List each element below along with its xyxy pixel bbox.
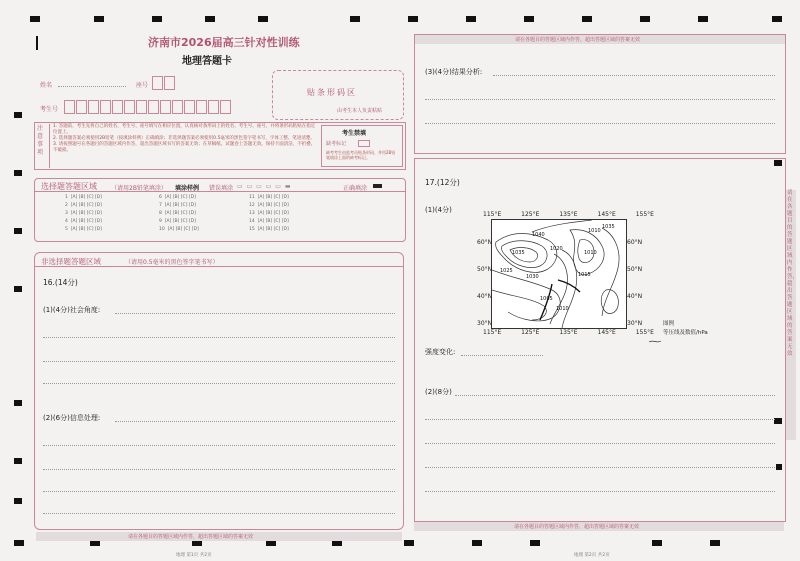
notice-items [49, 124, 317, 168]
choice-heading: 选择题答题区域 [41, 182, 97, 191]
answer-line[interactable] [43, 469, 395, 470]
choice-col-3 [249, 195, 289, 232]
choice-row[interactable]: 14 [A] [B] [C] [D] [249, 219, 289, 224]
notice-heading: 注意事项 [37, 125, 44, 156]
name-field[interactable] [58, 86, 126, 87]
isobar-label: 1040 [532, 232, 545, 238]
isobar-label: 1010 [556, 306, 569, 312]
nonchoice-heading: 非选择题答题区域 [41, 257, 101, 266]
warning-bar-right: 请在各题目的答题区域内作答，超出答题区域的答案无效 [414, 522, 784, 531]
choice-row[interactable]: 2 [A] [B] [C] [D] [65, 203, 102, 208]
map-left-lat: 60°N 50°N 40°N 30°N [477, 239, 493, 327]
answer-line[interactable] [43, 383, 395, 384]
warning-bar-top: 请在各题目的答题区域内作答，超出答题区域的答案无效 [415, 35, 785, 44]
exam-no-boxes[interactable] [64, 99, 232, 118]
proctor-mark-label: 缺考标记 [326, 141, 347, 147]
page-title: 济南市2026届高三针对性训练 [148, 36, 300, 49]
isobar-label: 1020 [550, 246, 563, 252]
proctor-note: 缺考考生由监考员贴条形码，并用2B铅笔填涂上面的缺考标记。 [326, 150, 396, 160]
choice-row[interactable]: 5 [A] [B] [C] [D] [65, 227, 102, 232]
legend-title: 图例 [663, 321, 675, 327]
correct-fill-label: 正确填涂 [343, 185, 368, 192]
answer-line[interactable] [425, 467, 775, 468]
choice-row[interactable]: 1 [A] [B] [C] [D] [65, 195, 102, 200]
page-subtitle: 地理答题卡 [182, 56, 232, 67]
legend-item: 等压线及数值/hPa [663, 330, 708, 336]
choice-section [34, 178, 406, 242]
answer-line[interactable] [425, 443, 775, 444]
exam-no-label: 考生号 [40, 106, 59, 113]
barcode-label: 贴条形码区 [307, 88, 357, 97]
absent-mark-box[interactable] [358, 140, 370, 147]
isobar-legend-icon [649, 329, 661, 334]
notice-box [34, 122, 406, 170]
notice-item: 3. 请按照题号在各题目的答题区域内作答，超出答题区域书写的答案无效；在草稿纸、试题卷上答题无效。保持卡面清洁，不折叠、不破损。 [53, 142, 316, 153]
barcode-note: 由考生本人负责粘贴 [337, 108, 383, 114]
seat-boxes[interactable] [152, 75, 176, 94]
notice-item: 2. 选择题答案必须使用2B铅笔（按填涂样例）正确填涂；非选择题答案必须使用0.5毫米的黑色签字笔书写，字体工整、笔迹清楚。 [53, 136, 315, 141]
answer-line[interactable] [43, 337, 395, 338]
q17-title: 17.(12分) [425, 178, 460, 187]
choice-col-1 [65, 195, 102, 232]
barcode-area [272, 70, 404, 120]
nonchoice-section [34, 252, 404, 530]
choice-row[interactable]: 3 [A] [B] [C] [D] [65, 211, 102, 216]
seat-label: 座号 [136, 82, 149, 89]
q17-part2-label: (2)(8分) [425, 388, 452, 396]
proctor-heading: 考生禁填 [342, 130, 367, 137]
answer-line[interactable] [43, 445, 395, 446]
choice-row[interactable]: 12 [A] [B] [C] [D] [249, 203, 289, 208]
answer-line[interactable] [43, 361, 395, 362]
correct-fill-sample [373, 184, 382, 188]
wrong-fill-samples: ▭ ▭ ▭ ▭ ▭ ▬ [237, 183, 292, 190]
choice-col-2 [159, 195, 199, 232]
proctor-box [321, 125, 403, 167]
fill-example-label: 填涂样例 [175, 185, 200, 192]
answer-line[interactable] [115, 313, 395, 314]
q-top-right-section [414, 34, 786, 154]
answer-line[interactable] [425, 123, 775, 124]
answer-line[interactable] [425, 419, 775, 420]
choice-row[interactable]: 13 [A] [B] [C] [D] [249, 211, 289, 216]
choice-row[interactable]: 15 [A] [B] [C] [D] [249, 227, 289, 232]
isobar-label: 1010 [588, 228, 601, 234]
isobar-label: 1025 [500, 268, 513, 274]
answer-line[interactable] [461, 355, 543, 356]
choice-row[interactable]: 7 [A] [B] [C] [D] [159, 203, 196, 208]
choice-row[interactable]: 6 [A] [B] [C] [D] [159, 195, 196, 200]
answer-line[interactable] [425, 99, 775, 100]
answer-line[interactable] [493, 75, 775, 76]
side-warning: 请在各题目的答题区域内作答，超出答题区域的答案无效 [786, 190, 796, 440]
q17-part1-label: (1)(4分) [425, 206, 452, 214]
wrong-fill-label: 错误填涂 [209, 185, 234, 192]
choice-row[interactable]: 9 [A] [B] [C] [D] [159, 219, 196, 224]
choice-hint: （请用2B铅笔填涂） [111, 185, 167, 192]
choice-row[interactable]: 11 [A] [B] [C] [D] [249, 195, 289, 200]
footer-right: 地理 第2页 共2页 [574, 553, 610, 558]
map-right-lat: 60°N 50°N 40°N 30°N [627, 239, 643, 327]
warning-bar-left: 请在各题目的答题区域内作答，超出答题区域的答案无效 [36, 532, 402, 541]
isobar-label: 1030 [526, 274, 539, 280]
choice-row[interactable]: 10 [A] [B] [C] [D] [159, 227, 199, 232]
q15-part3-label: (3)(4分)结果分析: [425, 68, 483, 76]
answer-line[interactable] [43, 513, 395, 514]
answer-line[interactable] [115, 421, 395, 422]
q17-section [414, 158, 786, 522]
isobar-label: 1005 [540, 296, 553, 302]
choice-row[interactable]: 4 [A] [B] [C] [D] [65, 219, 102, 224]
isobar-map-svg [492, 220, 626, 328]
q16-part1-label: (1)(4分)社会角度: [43, 306, 101, 314]
answer-line[interactable] [43, 491, 395, 492]
isobar-map [491, 219, 627, 329]
isobar-label: 1035 [512, 250, 525, 256]
footer-left: 地理 第1页 共2页 [176, 553, 212, 558]
isobar-label: 1035 [602, 224, 615, 230]
isobar-label: 1015 [578, 272, 591, 278]
nonchoice-hint: （请用0.5毫米的黑色签字笔书写） [125, 259, 219, 266]
q16-title: 16.(14分) [43, 278, 78, 287]
strength-label: 强度变化: [425, 348, 456, 356]
isobar-label: 1010 [584, 250, 597, 256]
answer-line[interactable] [425, 491, 775, 492]
map-bottom-lon: 115°E 125°E 135°E 145°E 155°E [483, 329, 654, 336]
name-label: 姓名 [40, 82, 53, 89]
choice-row[interactable]: 8 [A] [B] [C] [D] [159, 211, 196, 216]
map-top-lon: 115°E 125°E 135°E 145°E 155°E [483, 211, 654, 218]
notice-item: 1. 答题前，考生先将自己的姓名、考生号、座号填写在相应位置，认真核对条形码上的姓名、考生号、座号，并将条形码粘贴在指定位置上。 [53, 124, 316, 135]
q16-part2-label: (2)(6分)信息处理: [43, 414, 101, 422]
answer-line[interactable] [455, 395, 775, 396]
